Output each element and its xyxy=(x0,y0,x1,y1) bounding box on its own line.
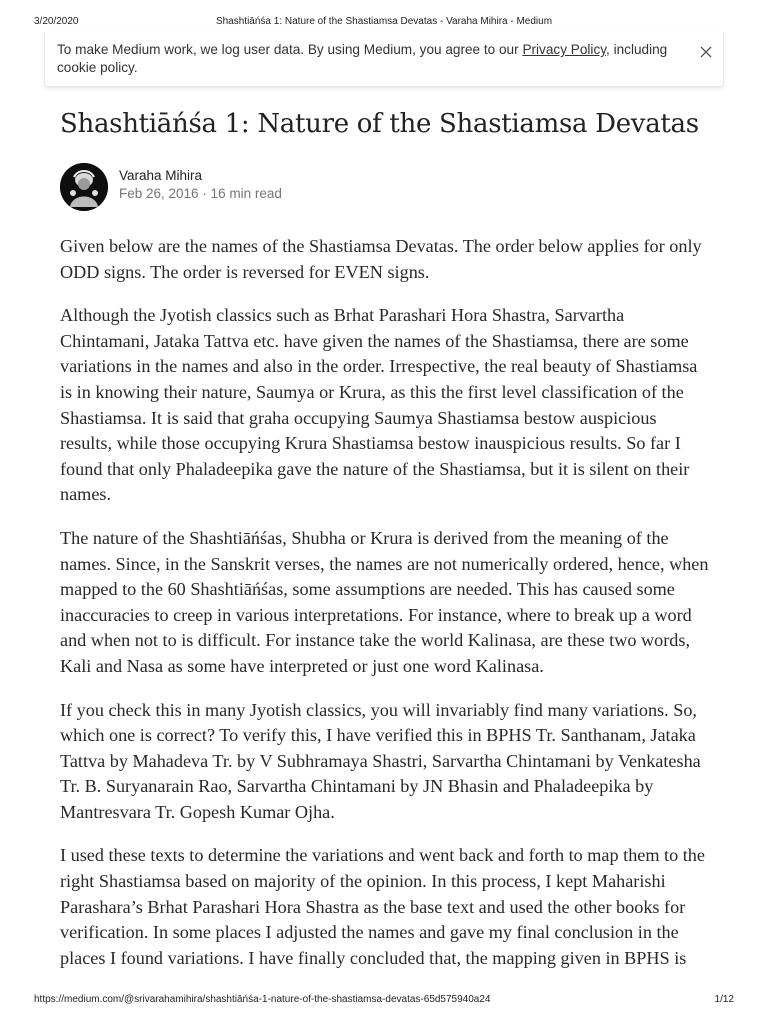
print-header xyxy=(34,16,734,30)
paragraph: Given below are the names of the Shastiamsa Devatas. The order below applies for only ODD signs. The order is reversed for EVEN signs. xyxy=(60,236,702,282)
cookie-banner-text xyxy=(57,41,677,77)
print-url: https://medium.com/@srivarahamihira/shashtiāńśa-1-nature-of-the-shastiamsa-devatas-65d575940a24 xyxy=(34,994,491,1005)
paragraph: I used these texts to determine the variations and went back and forth to map them to the right Shastiamsa based on majority of the opinion. In this process, I kept Maharishi Parashara’s Brhat Parashari Hora Shastra as the base text and used the other books for verification. In some places I adjusted the names and gave my final conclusion in the places I found variations. I have finally concluded that, the mapping given in BPHS is xyxy=(60,845,705,968)
author-avatar[interactable] xyxy=(60,163,108,211)
print-footer xyxy=(34,994,734,1008)
close-icon[interactable] xyxy=(699,44,713,58)
privacy-policy-link[interactable]: Privacy Policy xyxy=(522,42,607,57)
paragraph: The nature of the Shashtiāńśas, Shubha or Krura is derived from the meaning of the names. Since, in the Sanskrit verses, the names are not numerically ordered, hence, when mapped to the 60 Shashtiāńśas, some assumptions are needed. This has caused some inaccuracies to creep in various interpretations. For instance, where to break up a word and when not to is difficult. For instance take the world Kalinasa, are these two words, Kali and Nasa as some have interpreted or just one word Kalinasa. xyxy=(60,527,709,676)
cookie-text-end: , including cookie policy. xyxy=(57,42,668,75)
print-page-number: 1/12 xyxy=(714,994,734,1005)
author-name[interactable]: Varaha Mihira xyxy=(119,168,203,183)
post-meta: Feb 26, 2016 · 16 min read xyxy=(119,186,282,201)
print-date: 3/20/2020 xyxy=(34,16,79,27)
article-body xyxy=(60,234,712,989)
print-page-title: Shashtiāńśa 1: Nature of the Shastiamsa Devatas - Varaha Mihira - Medium xyxy=(215,16,553,27)
cookie-text-start: To make Medium work, we log user data. By using Medium, you agree to our xyxy=(57,42,523,57)
cookie-banner xyxy=(44,32,724,87)
paragraph: If you check this in many Jyotish classics, you will invariably find many variations. So, which one is correct? To verify this, I have verified this in BPHS Tr. Santhanam, Jataka Tattva by Mahadeva Tr. by V Subhramaya Shastri, Sarvartha Chintamani by Venkatesha Tr. B. Suryanarain Rao, Sarvartha Chintamani by JN Bhasin and Phaladeepika by Mantresvara Tr. Gopesh Kumar Ojha. xyxy=(60,699,701,822)
article-title: Shashtiāńśa 1: Nature of the Shastiamsa Devatas xyxy=(60,109,699,139)
paragraph: Although the Jyotish classics such as Brhat Parashari Hora Shastra, Sarvartha Chintamani, Jataka Tattva etc. have given the names of the Shastiamsa, there are some variations in the names and also in the order. Irrespective, the real beauty of Shastiamsa is in knowing their nature, Saumya or Krura, as this the first level classification of the Shastiamsa. It is said that graha occupying Saumya Shastiamsa bestow auspicious results, while those occupying Krura Shastiamsa bestow inauspicious results. So far I found that only Phaladeepika gave the nature of the Shastiamsa, but it is silent on their names. xyxy=(60,305,698,505)
